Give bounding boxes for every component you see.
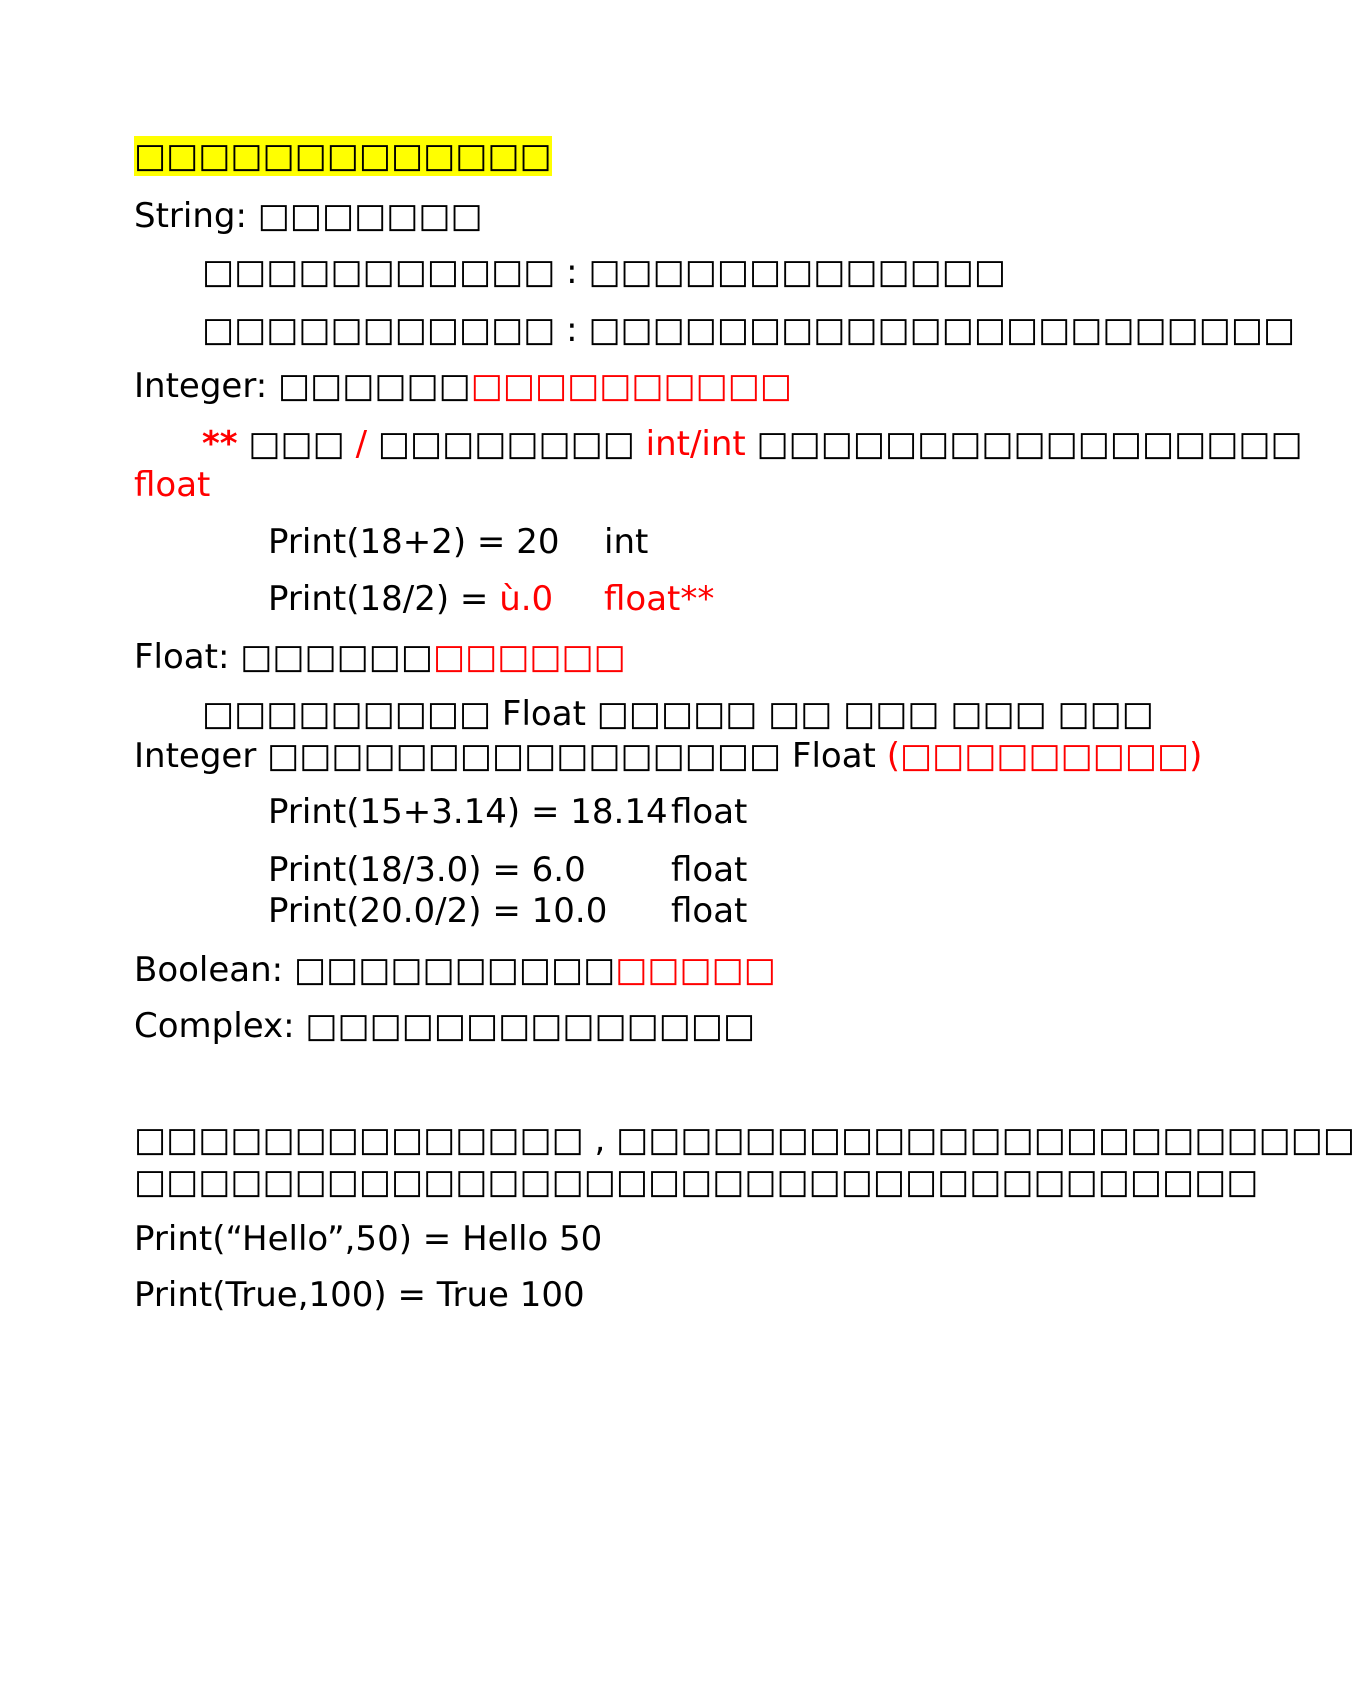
string-sub-1-term: □□□□□□□□□□□ : [202, 252, 589, 292]
float-label: Float: [134, 637, 241, 677]
integer-heading [134, 366, 792, 406]
float-note-line-2 [134, 736, 1202, 776]
float-note-text-a: □□□□□□□□□ Float □□□□□ □□ □□□ □□□ □□□ [202, 694, 1154, 734]
integer-note-float: float [134, 465, 211, 505]
string-sub-1 [202, 252, 1006, 292]
integer-note-line-1 [202, 424, 1303, 464]
float-desc-highlight: □□□□□□ [432, 637, 626, 677]
print-example-2-text: Print(True,100) = True 100 [134, 1275, 585, 1315]
string-sub-2 [202, 310, 1295, 350]
integer-example-2-type: float** [604, 579, 715, 619]
boolean-desc-highlight: □□□□□ [615, 950, 776, 990]
integer-label: Integer: [134, 366, 278, 406]
string-sub-1-desc: □□□□□□□□□□□□□ [588, 252, 1007, 292]
float-note-highlight: (□□□□□□□□□) [886, 736, 1203, 776]
boolean-desc: □□□□□□□□□□ [293, 950, 616, 990]
string-desc: □□□□□□□ [257, 196, 483, 236]
float-example-1 [268, 792, 748, 832]
string-heading [134, 196, 483, 236]
page-title-line [134, 136, 552, 176]
float-example-3-type: float [671, 891, 748, 931]
integer-desc: □□□□□□ [277, 366, 471, 406]
complex-heading [134, 1006, 755, 1046]
string-label: String: [134, 196, 258, 236]
float-example-1-expr: Print(15+3.14) = 18.14 [268, 792, 668, 832]
float-desc: □□□□□□ [240, 637, 433, 677]
integer-example-1-expr: Print(18+2) = 20 [268, 522, 560, 562]
float-example-3-expr: Print(20.0/2) = 10.0 [268, 891, 608, 931]
print-example-1 [134, 1219, 602, 1259]
boolean-label: Boolean: [134, 950, 294, 990]
float-example-2-type: float [671, 850, 748, 890]
complex-label: Complex: [134, 1006, 306, 1046]
float-example-3 [268, 891, 748, 931]
integer-note-text-c: □□□□□□□□□□□□□□□□□ [745, 424, 1303, 464]
print-paragraph-text-2: □□□□□□□□□□□□□□□□□□□□□□□□□□□□□□□□□□□ [134, 1162, 1259, 1202]
integer-note-text-a: □□□ [237, 424, 356, 464]
float-note-line-1 [202, 694, 1154, 734]
integer-example-2 [268, 579, 715, 619]
integer-note-slash: / [355, 424, 368, 464]
integer-desc-highlight: □□□□□□□□□□ [470, 366, 792, 406]
integer-example-2-result: ù.0 [499, 579, 554, 619]
integer-example-1-type: int [604, 522, 649, 562]
integer-note-text-b: □□□□□□□□ [367, 424, 646, 464]
integer-example-1 [268, 522, 649, 562]
print-example-2 [134, 1275, 585, 1315]
float-example-2 [268, 850, 748, 890]
integer-example-2-expr: Print(18/2) = [268, 579, 500, 619]
float-heading [134, 637, 626, 677]
string-sub-2-desc: □□□□□□□□□□□□□□□□□□□□□□ [588, 310, 1296, 350]
float-example-2-expr: Print(18/3.0) = 6.0 [268, 850, 586, 890]
float-example-1-type: float [671, 792, 748, 832]
print-example-1-text: Print(“Hello”,50) = Hello 50 [134, 1219, 603, 1259]
print-paragraph-text-1: □□□□□□□□□□□□□□ , □□□□□□□□□□□□□□□□□□□□□□□ [134, 1120, 1355, 1160]
string-sub-2-term: □□□□□□□□□□□ : [202, 310, 589, 350]
print-paragraph-line-2 [134, 1162, 1258, 1202]
float-note-text-b: Integer □□□□□□□□□□□□□□□□ Float [134, 736, 887, 776]
integer-note-stars: ** [202, 424, 238, 464]
boolean-heading [134, 950, 776, 990]
page-title: □□□□□□□□□□□□□ [134, 136, 552, 176]
integer-note-intint: int/int [645, 424, 746, 464]
complex-desc: □□□□□□□□□□□□□□ [305, 1006, 756, 1046]
integer-note-line-2 [134, 465, 210, 505]
print-paragraph-line-1 [134, 1120, 1355, 1160]
